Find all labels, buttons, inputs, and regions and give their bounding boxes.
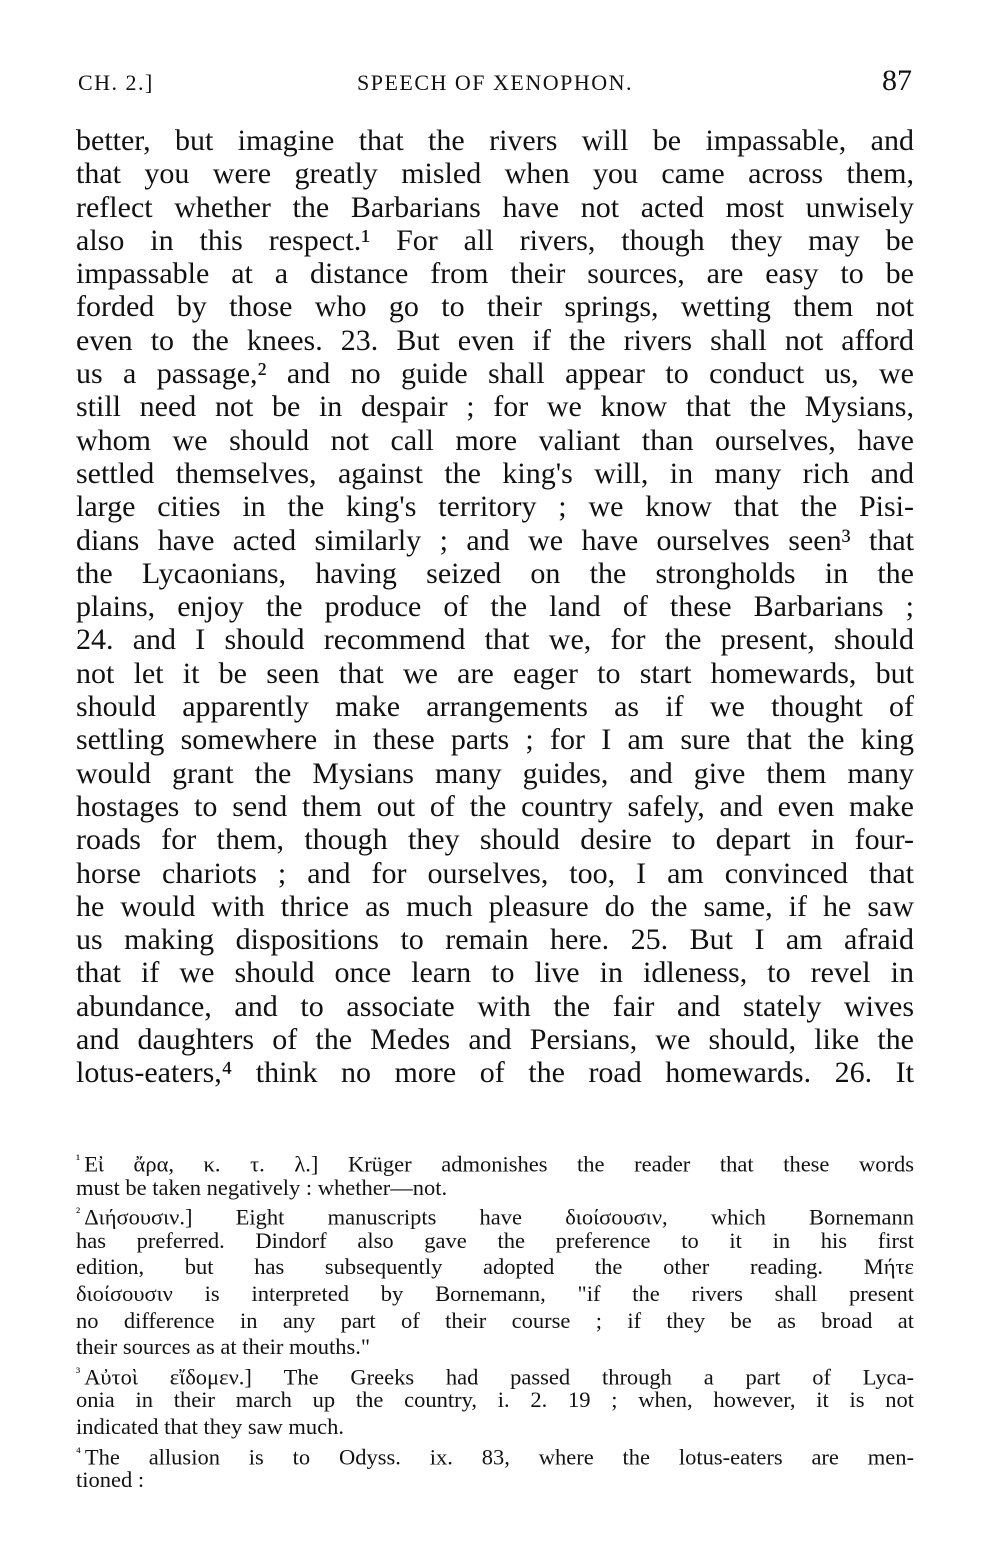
footnote-1 xyxy=(76,1148,914,1201)
footnote-marker: ¹ xyxy=(76,1153,81,1168)
footnote-4 xyxy=(76,1441,914,1494)
footnote-line: Διήσουσιν.] Eight manuscripts have διοίσουσιν, which Bornemann xyxy=(84,1204,914,1230)
text-line: 24. and I should recommend that we, for the present, should xyxy=(76,623,914,657)
footnote-line: διοίσουσιν is interpreted by Bornemann, "if the rivers shall present xyxy=(76,1280,914,1306)
text-line: abundance, and to associate with the fair and stately wives xyxy=(76,989,914,1023)
text-line: and daughters of the Medes and Persians, we should, like the xyxy=(76,1023,914,1057)
footnote-line: Αὐτοὶ εἴδομεν.] The Greeks had passed through a part of Lyca- xyxy=(84,1364,914,1390)
text-line: not let it be seen that we are eager to start homewards, but xyxy=(76,656,914,690)
footnote-line: edition, but has subsequently adopted the other reading. Μήτε xyxy=(76,1254,914,1280)
text-line: dians have acted similarly ; and we have ourselves seen³ that xyxy=(76,523,914,557)
text-line: whom we should not call more valiant than ourselves, have xyxy=(76,423,914,457)
text-line: us making dispositions to remain here. 25. But I am afraid xyxy=(76,923,914,957)
footnote-line: Εἰ ἄρα, κ. τ. λ.] Krüger admonishes the reader that these words xyxy=(84,1151,914,1177)
text-line: that if we should once learn to live in idleness, to revel in xyxy=(76,956,914,990)
footnote-marker: ³ xyxy=(76,1365,81,1381)
running-header xyxy=(78,64,912,104)
text-line: the Lycaonians, having seized on the strongholds in the xyxy=(76,556,914,590)
running-title: SPEECH OF XENOPHON. xyxy=(356,70,634,95)
footnote-line: onia in their march up the country, i. 2. 19 ; when, however, it is not xyxy=(76,1387,914,1413)
footnote-line: tioned : xyxy=(76,1467,145,1493)
footnote-marker: ² xyxy=(76,1206,81,1222)
main-text xyxy=(76,124,914,1090)
text-line: impassable at a distance from their sources, are easy to be xyxy=(76,257,914,291)
text-line: lotus-eaters,⁴ think no more of the road homewards. 26. It xyxy=(76,1056,914,1090)
text-line: also in this respect.¹ For all rivers, though they may be xyxy=(76,223,914,257)
text-line: better, but imagine that the rivers will be impassable, and xyxy=(76,124,914,157)
footnotes xyxy=(76,1148,914,1494)
text-line: horse chariots ; and for ourselves, too, I am convinced that xyxy=(76,856,914,890)
text-line: should apparently make arrangements as if we thought of xyxy=(76,690,914,724)
text-line: settling somewhere in these parts ; for I am sure that the king xyxy=(76,723,914,757)
text-line: reflect whether the Barbarians have not acted most unwisely xyxy=(76,190,914,224)
text-line: roads for them, though they should desire to depart in four- xyxy=(76,823,914,857)
text-line: still need not be in despair ; for we know that the Mysians, xyxy=(76,390,914,424)
footnote-marker: ⁴ xyxy=(76,1445,81,1461)
text-line: plains, enjoy the produce of the land of these Barbarians ; xyxy=(76,590,914,624)
footnote-line: their sources as at their mouths." xyxy=(76,1334,371,1360)
chapter-label: CH. 2.] xyxy=(78,70,154,95)
footnote-line: has preferred. Dindorf also gave the preference to it in his first xyxy=(76,1227,914,1253)
footnote-3 xyxy=(76,1361,914,1441)
text-line: would grant the Mysians many guides, and give them many xyxy=(76,756,914,790)
footnote-2 xyxy=(76,1201,914,1361)
text-line: he would with thrice as much pleasure do the same, if he saw xyxy=(76,889,914,923)
text-line: settled themselves, against the king's will, in many rich and xyxy=(76,456,914,490)
text-line: us a passage,² and no guide shall appear to conduct us, we xyxy=(76,357,914,391)
page-number: 87 xyxy=(882,64,912,97)
text-line: even to the knees. 23. But even if the rivers shall not afford xyxy=(76,323,914,357)
footnote-line: must be taken negatively : whether—not. xyxy=(76,1174,448,1200)
text-line: large cities in the king's territory ; we know that the Pisi- xyxy=(76,490,914,524)
text-line: forded by those who go to their springs, wetting them not xyxy=(76,290,914,324)
footnote-line: indicated that they saw much. xyxy=(76,1413,345,1439)
text-line: that you were greatly misled when you came across them, xyxy=(76,157,914,191)
footnote-line: The allusion is to Odyss. ix. 83, where the lotus-eaters are men- xyxy=(84,1444,914,1470)
text-line: hostages to send them out of the country safely, and even make xyxy=(76,789,914,823)
footnote-line: no difference in any part of their course ; if they be as broad at xyxy=(76,1307,914,1333)
